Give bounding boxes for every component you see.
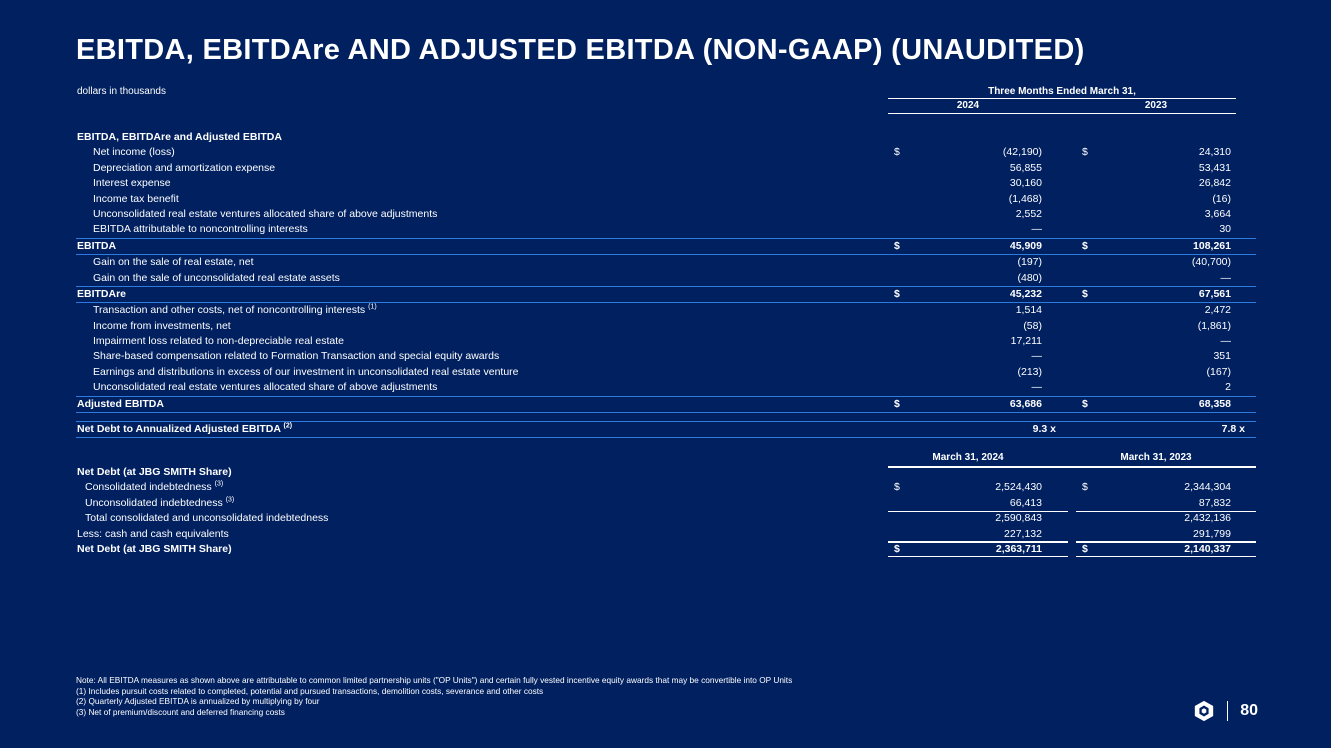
value-2024: 2,552 <box>1015 207 1042 220</box>
value-2024: (480) <box>1017 271 1042 284</box>
value-2024: 63,686 <box>1009 397 1042 410</box>
value-2023: 108,261 <box>1193 239 1231 252</box>
value-2024: (213) <box>1017 365 1042 378</box>
value-2023: 68,358 <box>1198 397 1231 410</box>
page-number: 80 <box>1240 702 1258 719</box>
row-label: Share-based compensation related to Formation Transaction and special equity awards <box>93 350 500 363</box>
value-2023: — <box>1220 335 1231 348</box>
table-row <box>76 176 1256 191</box>
table-row <box>76 496 1256 511</box>
table-row <box>76 480 1256 495</box>
table-row <box>76 192 1256 207</box>
row-label <box>85 480 223 495</box>
row-label: Unconsolidated real estate ventures allocated share of above adjustments <box>93 207 438 220</box>
value-2023: (40,700) <box>1191 256 1231 269</box>
row-label <box>85 496 234 511</box>
net-debt-ratio-row <box>76 421 1256 438</box>
header-underline <box>888 113 1236 114</box>
value-2023: 291,799 <box>1193 527 1231 540</box>
currency-symbol: $ <box>1082 287 1088 300</box>
value-2024: (42,190) <box>1002 146 1042 159</box>
currency-symbol: $ <box>894 542 900 555</box>
row-label-text: Consolidated indebtedness <box>85 481 212 494</box>
table-row <box>76 271 1256 286</box>
value-2024: — <box>1031 223 1042 236</box>
row-label-text: Transaction and other costs, net of noncontrolling interests <box>93 304 366 317</box>
currency-symbol: $ <box>1082 481 1088 494</box>
total-underline <box>888 556 1068 557</box>
company-logo-icon <box>1193 700 1215 722</box>
subtotal-underline <box>1076 511 1256 512</box>
page-footer <box>1193 700 1258 722</box>
row-label: Unconsolidated real estate ventures allocated share of above adjustments <box>93 381 438 394</box>
row-label: EBITDA attributable to noncontrolling interests <box>93 223 308 236</box>
value-2023: (1,861) <box>1197 319 1231 332</box>
currency-symbol: $ <box>1082 542 1088 555</box>
value-2024: (58) <box>1023 319 1042 332</box>
currency-symbol: $ <box>1082 146 1088 159</box>
row-label <box>93 303 377 318</box>
row-label: Impairment loss related to non-depreciable real estate <box>93 335 344 348</box>
table-row <box>76 365 1256 380</box>
row-label: EBITDAre <box>77 287 127 300</box>
row-label: EBITDA <box>77 239 117 252</box>
value-2024: 45,909 <box>1009 239 1042 252</box>
value-2023: 2 <box>1225 381 1231 394</box>
value-2023: 24,310 <box>1198 146 1231 159</box>
note-line: (3) Net of premium/discount and deferred financing costs <box>76 706 285 717</box>
row-label: Gain on the sale of unconsolidated real estate assets <box>93 271 340 284</box>
row-label: Less: cash and cash equivalents <box>77 527 229 540</box>
table-row <box>76 380 1256 395</box>
footnote-marker: (3) <box>214 480 224 488</box>
value-2023: 2,344,304 <box>1184 481 1231 494</box>
value-2024: 2,363,711 <box>995 542 1042 555</box>
value-2023: — <box>1220 271 1231 284</box>
row-label: Income tax benefit <box>93 192 179 205</box>
row-label: Gain on the sale of real estate, net <box>93 256 254 269</box>
row-label: Total consolidated and unconsolidated indebtedness <box>85 512 329 525</box>
value-2023: 7.8 x <box>1221 423 1245 436</box>
value-2023: 2,140,337 <box>1184 542 1231 555</box>
page-title: EBITDA, EBITDAre AND ADJUSTED EBITDA (NON-GAAP) (UNAUDITED) <box>76 34 1085 66</box>
table-row <box>76 349 1256 364</box>
row-label: Adjusted EBITDA <box>77 397 164 410</box>
note-line: (2) Quarterly Adjusted EBITDA is annualized by multiplying by four <box>76 696 320 707</box>
table-row <box>76 334 1256 349</box>
period-header: Three Months Ended March 31, <box>888 86 1236 99</box>
table-row <box>76 255 1256 270</box>
value-2024: (1,468) <box>1008 192 1042 205</box>
table-row <box>76 222 1256 237</box>
currency-symbol: $ <box>1082 397 1088 410</box>
ebitda-table <box>76 130 1256 438</box>
table-row <box>76 527 1256 542</box>
value-2023: 351 <box>1213 350 1231 363</box>
value-2024: — <box>1031 381 1042 394</box>
value-2024: 2,590,843 <box>995 512 1042 525</box>
value-2023: 2,472 <box>1204 304 1231 317</box>
value-2024: 56,855 <box>1009 161 1042 174</box>
ebitda-total-row <box>76 238 1256 255</box>
note-line: (1) Includes pursuit costs related to completed, potential and pursued transactions, demolition costs, severance and other costs <box>76 685 544 696</box>
note-line: Note: All EBITDA measures as shown above are attributable to common limited partnership units ("OP Units") and certain fully vested incentive equity awards that may be convertible into OP Units <box>76 675 793 685</box>
currency-symbol: $ <box>894 287 900 300</box>
year-header-2: 2023 <box>1144 100 1168 111</box>
currency-symbol: $ <box>894 397 900 410</box>
value-2023: (16) <box>1212 192 1231 205</box>
value-2024: 30,160 <box>1009 177 1042 190</box>
value-2023: 2,432,136 <box>1184 512 1231 525</box>
units-label: dollars in thousands <box>77 86 166 97</box>
currency-symbol: $ <box>1082 239 1088 252</box>
date-header-1: March 31, 2024 <box>932 452 1004 463</box>
row-label: Depreciation and amortization expense <box>93 161 276 174</box>
section-title: EBITDA, EBITDAre and Adjusted EBITDA <box>77 131 282 143</box>
value-2023: (167) <box>1206 365 1231 378</box>
row-label: Income from investments, net <box>93 319 231 332</box>
row-label: Interest expense <box>93 177 171 190</box>
footnote-marker: (2) <box>283 422 293 430</box>
spacer <box>76 413 1256 421</box>
row-label: Earnings and distributions in excess of our investment in unconsolidated real estate venture <box>93 365 519 378</box>
subtotal-underline <box>888 541 1068 543</box>
value-2024: 227,132 <box>1004 527 1042 540</box>
value-2024: 66,413 <box>1009 496 1042 509</box>
table-row <box>76 511 1256 526</box>
section-title-row <box>76 130 1256 145</box>
date-header-2: March 31, 2023 <box>1120 452 1192 463</box>
row-label: Net income (loss) <box>93 146 175 159</box>
value-2024: 45,232 <box>1009 287 1042 300</box>
currency-symbol: $ <box>894 146 900 159</box>
row-label: Net Debt (at JBG SMITH Share) <box>77 542 232 555</box>
adjusted-ebitda-total-row <box>76 396 1256 413</box>
row-label <box>77 422 292 437</box>
section-title-row <box>76 465 1256 480</box>
total-underline <box>1076 556 1256 557</box>
year-header-1: 2024 <box>956 100 980 111</box>
value-2024: 17,211 <box>1010 335 1042 348</box>
footnote-marker: (1) <box>368 303 377 311</box>
row-label-text: Net Debt to Annualized Adjusted EBITDA <box>77 423 281 436</box>
footnote-marker: (3) <box>225 496 235 504</box>
value-2023: 53,431 <box>1198 161 1231 174</box>
currency-symbol: $ <box>894 239 900 252</box>
value-2023: 26,842 <box>1198 177 1231 190</box>
value-2024: 9.3 x <box>1032 423 1056 436</box>
value-2024: — <box>1031 350 1042 363</box>
subtotal-underline <box>1076 541 1256 543</box>
value-2023: 3,664 <box>1204 207 1231 220</box>
value-2023: 67,561 <box>1198 287 1231 300</box>
value-2023: 87,832 <box>1198 496 1231 509</box>
table-row <box>76 319 1256 334</box>
table-row <box>76 161 1256 176</box>
value-2024: 1,514 <box>1015 304 1042 317</box>
table-row <box>76 207 1256 222</box>
table-row <box>76 145 1256 160</box>
footnotes <box>76 675 792 717</box>
row-label-text: Unconsolidated indebtedness <box>85 496 223 509</box>
currency-symbol: $ <box>894 481 900 494</box>
table-row <box>76 303 1256 318</box>
subtotal-underline <box>888 511 1068 512</box>
value-2023: 30 <box>1219 223 1231 236</box>
footer-divider <box>1227 701 1228 721</box>
value-2024: (197) <box>1017 256 1042 269</box>
section-title: Net Debt (at JBG SMITH Share) <box>77 466 232 478</box>
value-2024: 2,524,430 <box>995 481 1042 494</box>
ebitdare-total-row <box>76 286 1256 303</box>
